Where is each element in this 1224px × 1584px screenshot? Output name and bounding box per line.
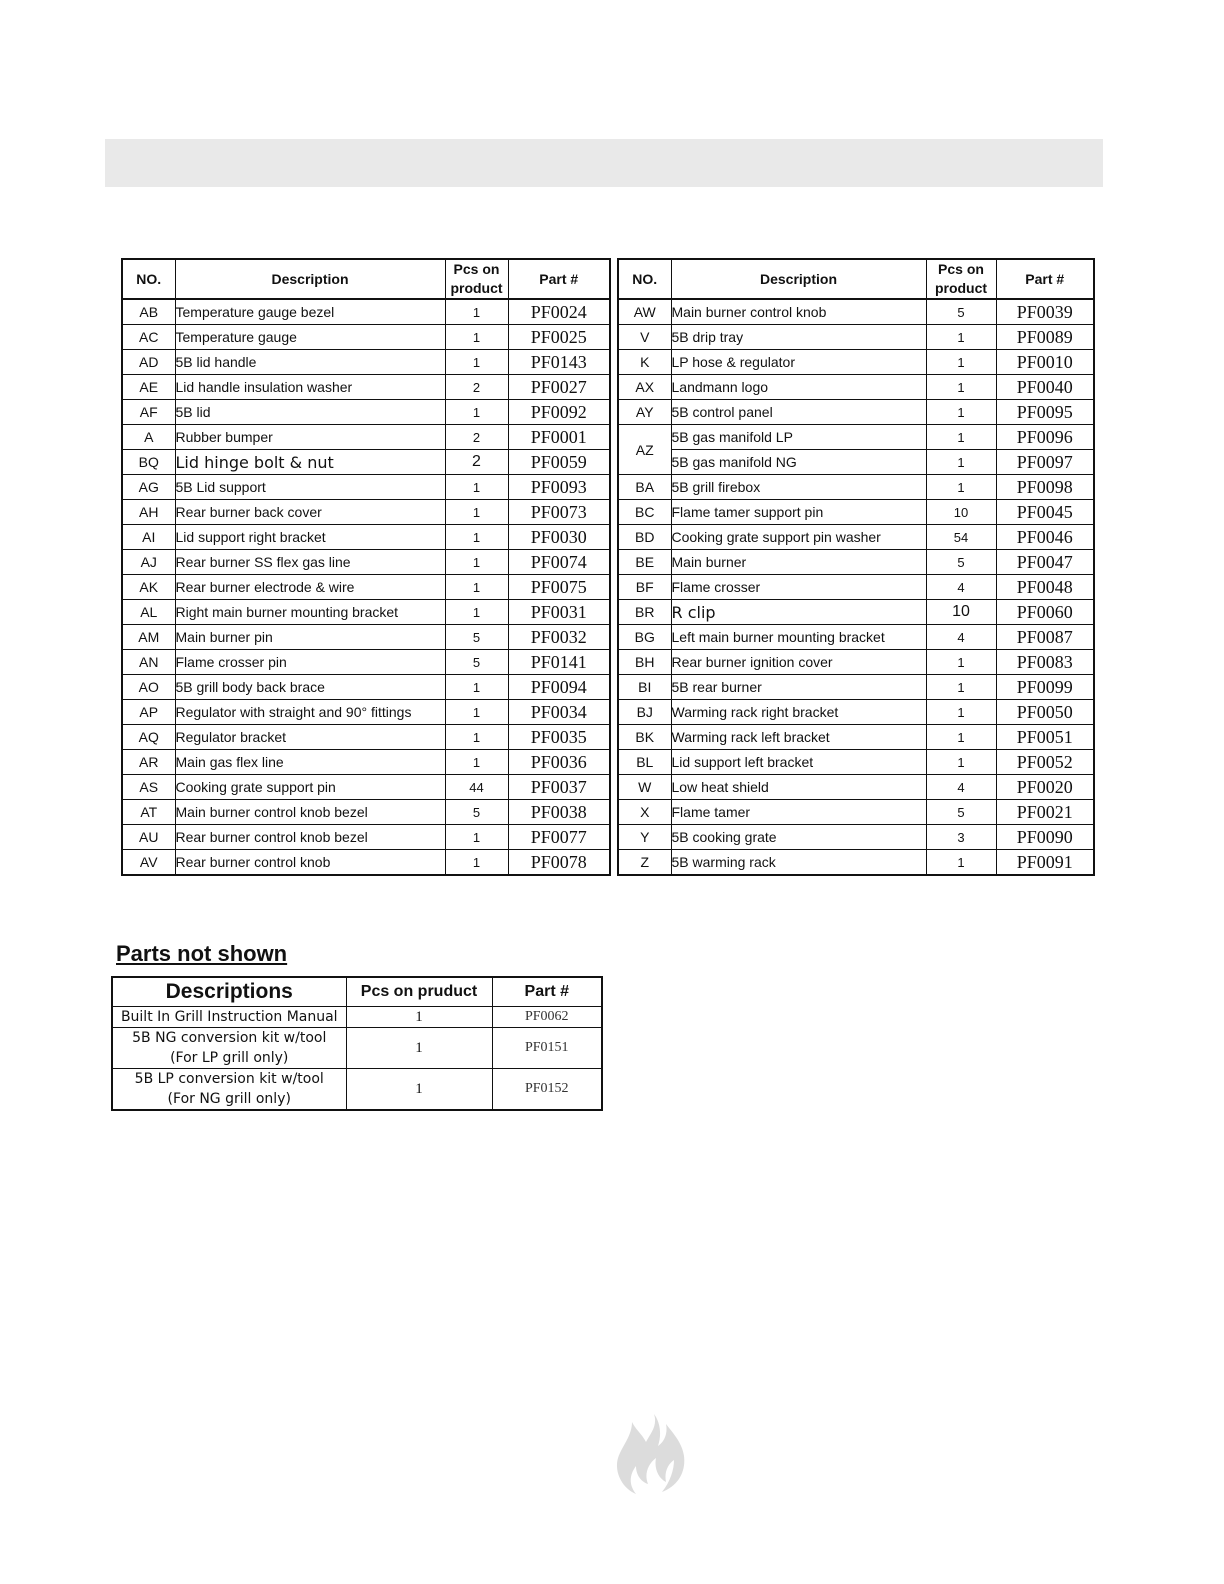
cell-description: Cooking grate support pin washer xyxy=(671,525,926,550)
parts-table-right-body xyxy=(618,299,1094,875)
cell-description: Rear burner back cover xyxy=(175,500,445,525)
cell-no: K xyxy=(618,350,671,375)
cell-pcs: 1 xyxy=(445,600,508,625)
table-row xyxy=(122,525,610,550)
cell-pcs: 5 xyxy=(445,650,508,675)
cell-part-number: PF0073 xyxy=(508,500,610,525)
cell-description: Temperature gauge xyxy=(175,325,445,350)
table-row xyxy=(618,525,1094,550)
cell-part-number: PF0141 xyxy=(508,650,610,675)
cell-pcs: 1 xyxy=(346,1069,492,1111)
description-line: Built In Grill Instruction Manual xyxy=(120,1009,338,1025)
table-row xyxy=(618,825,1094,850)
cell-description: Main burner control knob xyxy=(671,299,926,325)
cell-part-number: PF0074 xyxy=(508,550,610,575)
cell-part-number: PF0097 xyxy=(996,450,1094,475)
cell-pcs: 1 xyxy=(445,750,508,775)
table-row xyxy=(122,700,610,725)
cell-pcs: 3 xyxy=(926,825,996,850)
cell-description: Regulator with straight and 90° fittings xyxy=(175,700,445,725)
table-row xyxy=(122,500,610,525)
cell-pcs: 4 xyxy=(926,625,996,650)
cell-part-number: PF0024 xyxy=(508,299,610,325)
cell-pcs: 54 xyxy=(926,525,996,550)
table-row xyxy=(618,350,1094,375)
cell-pcs: 2 xyxy=(445,375,508,400)
cell-no: AG xyxy=(122,475,175,500)
cell-description: Main burner control knob bezel xyxy=(175,800,445,825)
cell-pcs: 5 xyxy=(445,800,508,825)
cell-pcs: 1 xyxy=(926,350,996,375)
cell-pcs: 1 xyxy=(926,675,996,700)
cell-part-number: PF0038 xyxy=(508,800,610,825)
cell-pcs: 1 xyxy=(926,850,996,876)
cell-no: W xyxy=(618,775,671,800)
table-row xyxy=(122,575,610,600)
cell-no: V xyxy=(618,325,671,350)
cell-part-number: PF0059 xyxy=(508,450,610,475)
cell-pcs: 1 xyxy=(445,550,508,575)
table-row xyxy=(618,500,1094,525)
cell-description: 5B drip tray xyxy=(671,325,926,350)
cell-part-number: PF0096 xyxy=(996,425,1094,450)
table-header-row xyxy=(112,977,602,1007)
cell-pcs: 4 xyxy=(926,775,996,800)
table-row xyxy=(618,375,1094,400)
table-row xyxy=(618,325,1094,350)
header-banner xyxy=(105,139,1103,187)
cell-part-number: PF0021 xyxy=(996,800,1094,825)
cell-no: BF xyxy=(618,575,671,600)
table-row xyxy=(618,600,1094,625)
cell-no: Y xyxy=(618,825,671,850)
cell-description: Right main burner mounting bracket xyxy=(175,600,445,625)
cell-pcs: 1 xyxy=(445,700,508,725)
cell-pcs: 1 xyxy=(445,725,508,750)
cell-description: Flame crosser xyxy=(671,575,926,600)
table-row xyxy=(112,1069,602,1111)
cell-part-number: PF0143 xyxy=(508,350,610,375)
table-row xyxy=(122,425,610,450)
header-pcs: Pcs on product xyxy=(926,259,996,299)
cell-part-number: PF0025 xyxy=(508,325,610,350)
table-row xyxy=(618,425,1094,450)
cell-part-number: PF0045 xyxy=(996,500,1094,525)
description-line: (For NG grill only) xyxy=(167,1091,291,1107)
cell-description: Rear burner electrode & wire xyxy=(175,575,445,600)
header-descriptions: Descriptions xyxy=(112,977,346,1007)
header-description: Description xyxy=(671,259,926,299)
cell-pcs: 1 xyxy=(445,350,508,375)
table-row xyxy=(618,650,1094,675)
cell-part-number: PF0036 xyxy=(508,750,610,775)
table-row xyxy=(618,850,1094,876)
cell-no: X xyxy=(618,800,671,825)
cell-no: AV xyxy=(122,850,175,876)
table-row xyxy=(618,299,1094,325)
cell-part-number: PF0078 xyxy=(508,850,610,876)
cell-description: Rear burner ignition cover xyxy=(671,650,926,675)
cell-pcs: 44 xyxy=(445,775,508,800)
cell-part-number: PF0027 xyxy=(508,375,610,400)
cell-pcs: 1 xyxy=(926,650,996,675)
cell-part-number: PF0030 xyxy=(508,525,610,550)
cell-description xyxy=(112,1007,346,1028)
table-row xyxy=(122,600,610,625)
cell-pcs: 1 xyxy=(926,750,996,775)
cell-part-number: PF0010 xyxy=(996,350,1094,375)
table-row xyxy=(122,375,610,400)
cell-no: BQ xyxy=(122,450,175,475)
parts-table-left xyxy=(121,258,611,876)
cell-part-number: PF0090 xyxy=(996,825,1094,850)
cell-no: AI xyxy=(122,525,175,550)
header-pcs: Pcs on product xyxy=(445,259,508,299)
cell-description: 5B grill firebox xyxy=(671,475,926,500)
table-row xyxy=(112,1007,602,1028)
cell-description: 5B control panel xyxy=(671,400,926,425)
cell-pcs: 1 xyxy=(445,675,508,700)
cell-part-number: PF0047 xyxy=(996,550,1094,575)
cell-description: 5B rear burner xyxy=(671,675,926,700)
table-row xyxy=(122,825,610,850)
cell-no: AP xyxy=(122,700,175,725)
cell-no: AO xyxy=(122,675,175,700)
cell-no: AD xyxy=(122,350,175,375)
table-row xyxy=(618,400,1094,425)
cell-description: Warming rack right bracket xyxy=(671,700,926,725)
cell-description: 5B grill body back brace xyxy=(175,675,445,700)
cell-no: BE xyxy=(618,550,671,575)
cell-description: Lid hinge bolt & nut xyxy=(175,450,445,475)
cell-pcs: 1 xyxy=(926,475,996,500)
cell-description: LP hose & regulator xyxy=(671,350,926,375)
cell-description: 5B cooking grate xyxy=(671,825,926,850)
cell-no: BK xyxy=(618,725,671,750)
cell-description: 5B warming rack xyxy=(671,850,926,876)
description-line: (For LP grill only) xyxy=(170,1050,289,1066)
cell-part-number: PF0075 xyxy=(508,575,610,600)
cell-no: AJ xyxy=(122,550,175,575)
cell-pcs: 1 xyxy=(926,325,996,350)
cell-description: Lid handle insulation washer xyxy=(175,375,445,400)
table-header-row xyxy=(618,259,1094,299)
description-line: 5B NG conversion kit w/tool xyxy=(132,1030,327,1046)
parts-table-left-body xyxy=(122,299,610,875)
cell-description: Rear burner control knob bezel xyxy=(175,825,445,850)
cell-no: AB xyxy=(122,299,175,325)
cell-no: AN xyxy=(122,650,175,675)
cell-pcs: 1 xyxy=(926,425,996,450)
cell-part-number: PF0094 xyxy=(508,675,610,700)
cell-description: Flame crosser pin xyxy=(175,650,445,675)
cell-pcs: 5 xyxy=(926,299,996,325)
cell-part-number: PF0095 xyxy=(996,400,1094,425)
cell-no: AH xyxy=(122,500,175,525)
cell-description: Left main burner mounting bracket xyxy=(671,625,926,650)
parts-table-right xyxy=(617,258,1095,876)
table-row xyxy=(122,675,610,700)
cell-part-number: PF0083 xyxy=(996,650,1094,675)
parts-not-shown-title: Parts not shown xyxy=(116,941,288,966)
table-row xyxy=(122,475,610,500)
cell-description: 5B Lid support xyxy=(175,475,445,500)
parts-not-shown-body xyxy=(112,1007,602,1111)
header-pcs: Pcs on pruduct xyxy=(346,977,492,1007)
table-row xyxy=(618,800,1094,825)
cell-no: AU xyxy=(122,825,175,850)
cell-pcs: 1 xyxy=(445,400,508,425)
cell-part-number: PF0048 xyxy=(996,575,1094,600)
cell-no: BR xyxy=(618,600,671,625)
table-row xyxy=(618,725,1094,750)
table-row xyxy=(122,850,610,876)
cell-pcs: 4 xyxy=(926,575,996,600)
cell-part-number: PF0020 xyxy=(996,775,1094,800)
cell-part-number: PF0098 xyxy=(996,475,1094,500)
cell-no: A xyxy=(122,425,175,450)
cell-no: BI xyxy=(618,675,671,700)
cell-pcs: 10 xyxy=(926,600,996,625)
cell-no: AZ xyxy=(618,425,671,475)
cell-part-number: PF0151 xyxy=(492,1028,602,1069)
cell-no: BH xyxy=(618,650,671,675)
cell-no: AY xyxy=(618,400,671,425)
cell-pcs: 1 xyxy=(346,1028,492,1069)
cell-description: R clip xyxy=(671,600,926,625)
cell-no: BG xyxy=(618,625,671,650)
cell-pcs: 1 xyxy=(926,400,996,425)
cell-part-number: PF0060 xyxy=(996,600,1094,625)
cell-pcs: 1 xyxy=(346,1007,492,1028)
description-line: 5B LP conversion kit w/tool xyxy=(134,1071,324,1087)
cell-no: AR xyxy=(122,750,175,775)
table-row xyxy=(122,550,610,575)
cell-description: Landmann logo xyxy=(671,375,926,400)
cell-part-number: PF0040 xyxy=(996,375,1094,400)
cell-pcs: 1 xyxy=(926,375,996,400)
table-row xyxy=(618,475,1094,500)
cell-no: AM xyxy=(122,625,175,650)
cell-part-number: PF0062 xyxy=(492,1007,602,1028)
cell-part-number: PF0032 xyxy=(508,625,610,650)
cell-part-number: PF0091 xyxy=(996,850,1094,876)
table-row xyxy=(618,700,1094,725)
cell-description xyxy=(112,1028,346,1069)
cell-description: Lid support right bracket xyxy=(175,525,445,550)
table-row xyxy=(122,775,610,800)
cell-no: BD xyxy=(618,525,671,550)
table-row xyxy=(122,650,610,675)
cell-no: Z xyxy=(618,850,671,876)
cell-description: Flame tamer support pin xyxy=(671,500,926,525)
cell-pcs: 1 xyxy=(926,725,996,750)
cell-pcs: 1 xyxy=(445,299,508,325)
cell-part-number: PF0046 xyxy=(996,525,1094,550)
cell-description: Main gas flex line xyxy=(175,750,445,775)
cell-description: Flame tamer xyxy=(671,800,926,825)
cell-description: Cooking grate support pin xyxy=(175,775,445,800)
cell-part-number: PF0093 xyxy=(508,475,610,500)
table-row xyxy=(122,325,610,350)
cell-no: AS xyxy=(122,775,175,800)
table-row xyxy=(122,750,610,775)
cell-pcs: 5 xyxy=(926,550,996,575)
cell-no: AK xyxy=(122,575,175,600)
table-row xyxy=(618,575,1094,600)
table-row xyxy=(618,550,1094,575)
cell-pcs: 1 xyxy=(445,500,508,525)
cell-no: AC xyxy=(122,325,175,350)
table-row xyxy=(618,775,1094,800)
cell-pcs: 1 xyxy=(445,825,508,850)
cell-description: 5B lid handle xyxy=(175,350,445,375)
cell-no: BA xyxy=(618,475,671,500)
cell-part-number: PF0034 xyxy=(508,700,610,725)
cell-part-number: PF0152 xyxy=(492,1069,602,1111)
cell-pcs: 2 xyxy=(445,450,508,475)
cell-description: Main burner pin xyxy=(175,625,445,650)
cell-pcs: 1 xyxy=(445,850,508,876)
cell-part-number: PF0037 xyxy=(508,775,610,800)
cell-part-number: PF0031 xyxy=(508,600,610,625)
header-no: NO. xyxy=(618,259,671,299)
cell-description: Rear burner control knob xyxy=(175,850,445,876)
table-row xyxy=(122,450,610,475)
cell-pcs: 2 xyxy=(445,425,508,450)
cell-pcs: 1 xyxy=(445,575,508,600)
table-row xyxy=(618,450,1094,475)
cell-part-number: PF0087 xyxy=(996,625,1094,650)
cell-pcs: 1 xyxy=(445,525,508,550)
cell-no: AW xyxy=(618,299,671,325)
cell-no: AT xyxy=(122,800,175,825)
cell-part-number: PF0099 xyxy=(996,675,1094,700)
cell-pcs: 1 xyxy=(445,325,508,350)
cell-no: AE xyxy=(122,375,175,400)
table-row xyxy=(112,1028,602,1069)
table-row xyxy=(618,750,1094,775)
cell-part-number: PF0077 xyxy=(508,825,610,850)
cell-description: Low heat shield xyxy=(671,775,926,800)
cell-pcs: 1 xyxy=(926,450,996,475)
cell-description xyxy=(112,1069,346,1111)
table-header-row xyxy=(122,259,610,299)
cell-pcs: 1 xyxy=(445,475,508,500)
cell-description: Regulator bracket xyxy=(175,725,445,750)
header-part: Part # xyxy=(508,259,610,299)
cell-description: 5B lid xyxy=(175,400,445,425)
table-row xyxy=(618,675,1094,700)
cell-description: Warming rack left bracket xyxy=(671,725,926,750)
cell-description: 5B gas manifold NG xyxy=(671,450,926,475)
cell-no: BL xyxy=(618,750,671,775)
cell-part-number: PF0051 xyxy=(996,725,1094,750)
cell-no: AX xyxy=(618,375,671,400)
cell-no: AF xyxy=(122,400,175,425)
cell-pcs: 10 xyxy=(926,500,996,525)
table-row xyxy=(618,625,1094,650)
cell-part-number: PF0092 xyxy=(508,400,610,425)
table-row xyxy=(122,400,610,425)
cell-pcs: 5 xyxy=(926,800,996,825)
table-row xyxy=(122,725,610,750)
cell-description: Main burner xyxy=(671,550,926,575)
table-row xyxy=(122,800,610,825)
cell-description: Rear burner SS flex gas line xyxy=(175,550,445,575)
cell-description: Rubber bumper xyxy=(175,425,445,450)
cell-no: BJ xyxy=(618,700,671,725)
flame-logo-icon xyxy=(606,1412,690,1496)
cell-pcs: 1 xyxy=(926,700,996,725)
cell-description: Temperature gauge bezel xyxy=(175,299,445,325)
table-row xyxy=(122,625,610,650)
cell-part-number: PF0052 xyxy=(996,750,1094,775)
cell-part-number: PF0039 xyxy=(996,299,1094,325)
cell-part-number: PF0001 xyxy=(508,425,610,450)
cell-description: Lid support left bracket xyxy=(671,750,926,775)
header-no: NO. xyxy=(122,259,175,299)
cell-no: BC xyxy=(618,500,671,525)
cell-pcs: 5 xyxy=(445,625,508,650)
cell-part-number: PF0050 xyxy=(996,700,1094,725)
table-row xyxy=(122,299,610,325)
table-row xyxy=(122,350,610,375)
cell-part-number: PF0035 xyxy=(508,725,610,750)
header-description: Description xyxy=(175,259,445,299)
header-part: Part # xyxy=(492,977,602,1007)
cell-part-number: PF0089 xyxy=(996,325,1094,350)
header-part: Part # xyxy=(996,259,1094,299)
cell-no: AQ xyxy=(122,725,175,750)
parts-not-shown-table xyxy=(111,976,603,1111)
cell-description: 5B gas manifold LP xyxy=(671,425,926,450)
cell-no: AL xyxy=(122,600,175,625)
